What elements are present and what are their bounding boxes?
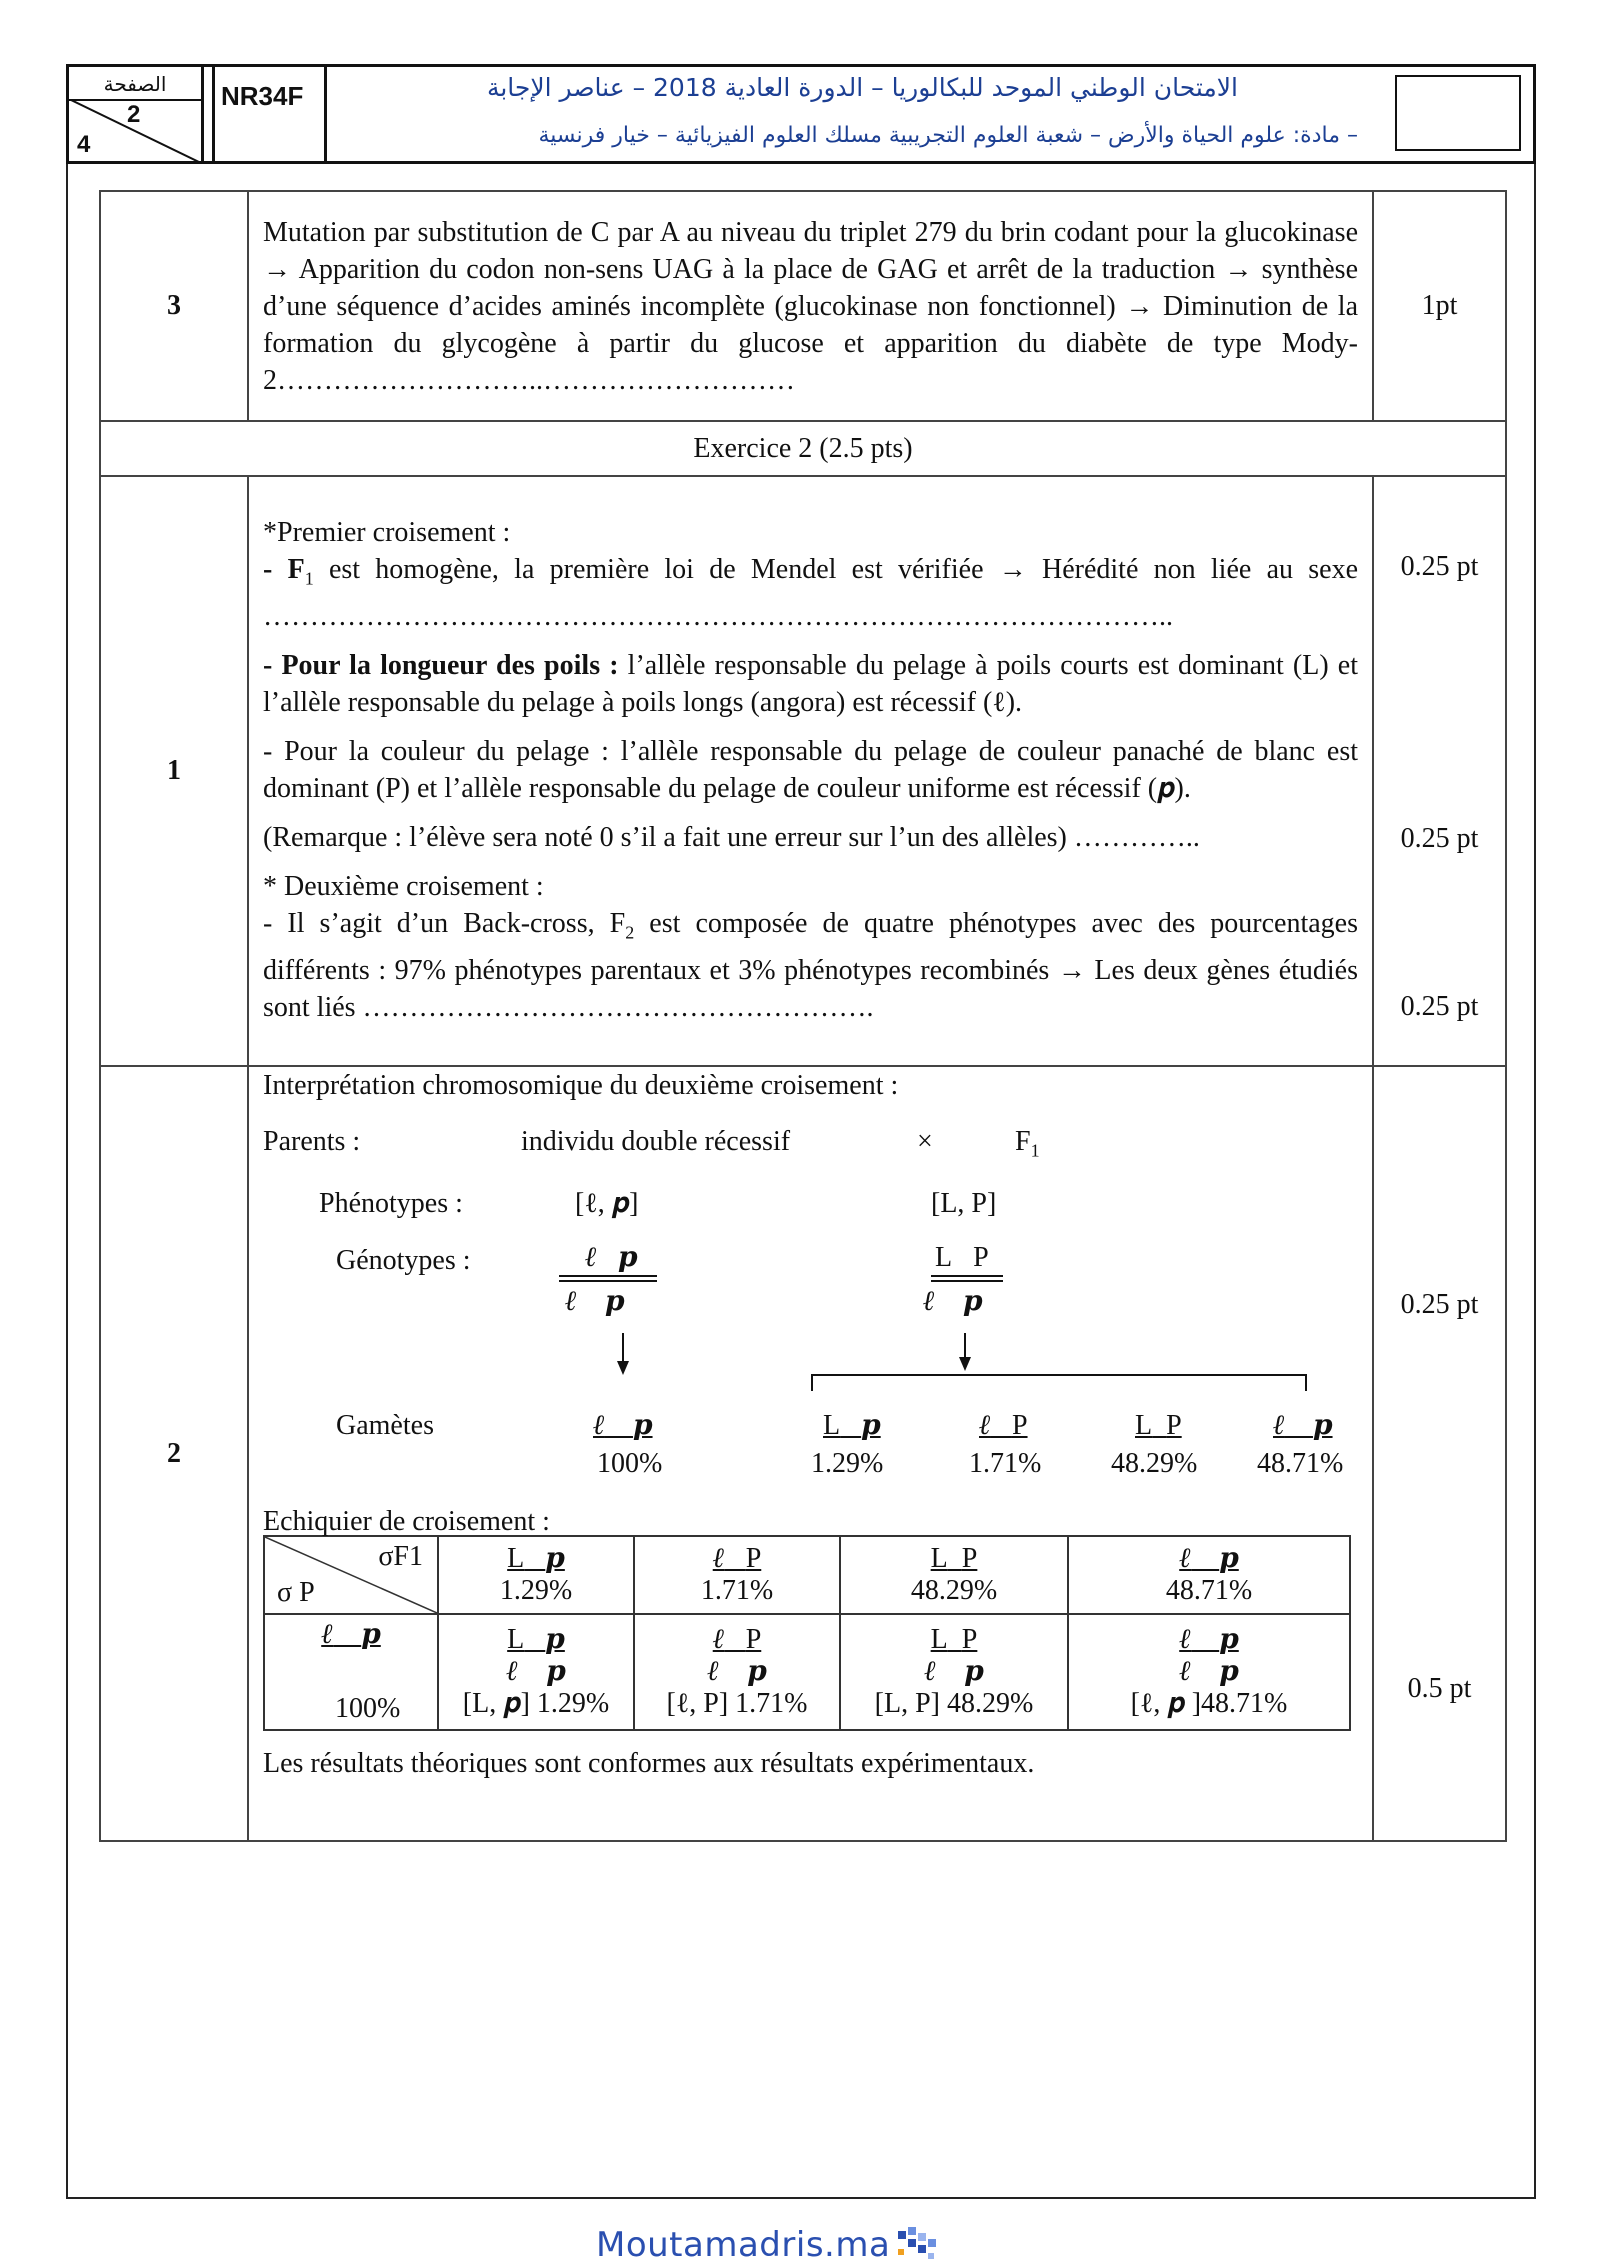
- remark-text: (Remarque : l’élève sera noté 0 s’il a fait une erreur sur l’un des allèles) …………..: [263, 822, 1200, 853]
- points-cell: 1pt: [1373, 191, 1506, 421]
- pixel-cube-icon: [894, 2225, 944, 2262]
- cross1-text: - $F_1$ est homogène, la première loi de Mendel est vérifiée → Hérédité non liée au sexe ……………………………………………………………………………………..: [263, 554, 1358, 632]
- question-number: 3: [100, 191, 248, 421]
- gametes-label: Gamètes: [336, 1410, 434, 1441]
- chess-result: [L, 𝒑] 1.29%: [462, 1688, 610, 1719]
- parent1-label: individu double récessif: [521, 1126, 791, 1157]
- answer-text: [248, 1066, 1373, 1841]
- allele-lp-bottom: ℓ 𝒑: [923, 1286, 983, 1317]
- table-row: [100, 1066, 1506, 1841]
- points-value: 0.25 pt: [1400, 551, 1479, 582]
- exercise-title: Exercice 2 (2.5 pts): [100, 421, 1506, 476]
- parent2-label: $F_1$: [1015, 1126, 1040, 1161]
- answer-text: [248, 476, 1373, 1066]
- table-row: [100, 421, 1506, 476]
- question-number: 1: [100, 476, 248, 1066]
- conclusion-text: Les résultats théoriques sont conformes aux résultats expérimentaux.: [263, 1748, 1035, 1779]
- logo-text: Moutamadris.ma: [596, 2225, 891, 2262]
- points-value: 0.5 pt: [1407, 1673, 1472, 1704]
- arrow-down-icon: [613, 1333, 633, 1379]
- chess-cell: ℓ P ℓ 𝒑 [ℓ, P] 1.71%: [634, 1614, 840, 1730]
- chess-cell: L P ℓ 𝒑 [L, P] 48.29%: [840, 1614, 1068, 1730]
- chess-corner: [264, 1536, 438, 1614]
- points-cell: [1373, 1066, 1506, 1841]
- chess-corner-bottom: σ P: [277, 1577, 315, 1608]
- points-cell: [1373, 476, 1506, 1066]
- table-row: [100, 191, 1506, 421]
- length-allele-text: - Pour la longueur des poils : l’allèle responsable du pelage à poils courts est dominant (L) et l’allèle responsable du pelage à poils longs (angora) est récessif (ℓ).: [263, 650, 1359, 718]
- phenotype-parent2: [L, P]: [931, 1188, 997, 1219]
- chess-result: [L, P] 48.29%: [874, 1688, 1034, 1719]
- exam-header: [66, 64, 1536, 164]
- genotype-parent1: [559, 1239, 669, 1319]
- page-number-box: [69, 67, 204, 161]
- chess-header-gamete: ℓ 𝒑 48.71%: [1068, 1536, 1350, 1614]
- cross2-block: [263, 868, 1358, 1026]
- allele-l-top: ℓ 𝒑: [585, 1242, 638, 1273]
- site-logo: [596, 2225, 944, 2262]
- chess-result: [ℓ, 𝒑 ]48.71%: [1130, 1688, 1288, 1719]
- exam-code: NR34F: [221, 81, 304, 111]
- chess-header-gamete: L P 48.29%: [840, 1536, 1068, 1614]
- genotypes-label: Génotypes :: [336, 1245, 471, 1276]
- chromosome-line: [559, 1275, 657, 1277]
- answer-text: [248, 191, 1373, 421]
- chess-header-gamete: L 𝒑 1.29%: [438, 1536, 634, 1614]
- cross1-block: [263, 514, 1358, 635]
- chromosomal-interpretation: Interprétation chromosomique du deuxième croisement : Parents : individu double récessif × $F_1$ Phénotypes : [ℓ, 𝒑] [L, P] Génotypes : ℓ 𝒑 ℓ 𝒑 L P ℓ 𝒑 Gamètes ℓ 𝒑 100% L 𝒑 1.29% ℓ P 1.71% L P 48.29% ℓ 𝒑 48.71% Echiquier de croisement :: [263, 1067, 1358, 1567]
- points-value: 0.25 pt: [1400, 1289, 1479, 1320]
- answer-table: [99, 190, 1507, 1842]
- chromosome-line: [931, 1275, 1003, 1277]
- table-row: [100, 476, 1506, 1066]
- chessboard-title: Echiquier de croisement :: [263, 1506, 550, 1537]
- allele-l-bottom: ℓ 𝒑: [565, 1286, 625, 1317]
- points-value: 0.25 pt: [1400, 991, 1479, 1022]
- points-value: 0.25 pt: [1400, 823, 1479, 854]
- genotype-parent2: [923, 1239, 1037, 1319]
- chess-row-gamete: ℓ 𝒑 100%: [264, 1614, 438, 1730]
- chess-cell: L 𝒑 ℓ 𝒑 [L, 𝒑] 1.29%: [438, 1614, 634, 1730]
- phenotype-parent1: [ℓ, 𝒑]: [575, 1188, 639, 1219]
- gamete-pct: 48.71%: [1257, 1448, 1344, 1479]
- chess-row-pct: 100%: [335, 1693, 401, 1724]
- color-allele-text: - Pour la couleur du pelage : l’allèle responsable du pelage de couleur panaché de blanc est dominant (P) et l’allèle responsable du pelage de couleur uniforme est récessif (𝒑).: [263, 736, 1358, 804]
- table-row: [264, 1614, 1350, 1730]
- cross-sign: ×: [917, 1126, 933, 1157]
- question-number: 2: [100, 1066, 248, 1841]
- interp-title: Interprétation chromosomique du deuxième croisement :: [263, 1070, 899, 1101]
- page-current: 2: [127, 101, 141, 128]
- chess-result: [ℓ, P] 1.71%: [666, 1688, 808, 1719]
- cross2-text: - Il s’agit d’un Back-cross, $F_2$ est composée de quatre phénotypes avec des pourcentages différents : 97% phénotypes parentaux et 3% phénotypes recombinés → Les deux gènes étudiés sont liés ……………………………………………….: [263, 908, 1358, 1023]
- exam-title-line1: الامتحان الوطني الموحد للبكالوريا – الدورة العادية 2018 – عناصر الإجابة: [486, 73, 1238, 102]
- chess-cell: ℓ 𝒑 ℓ 𝒑 [ℓ, 𝒑 ]48.71%: [1068, 1614, 1350, 1730]
- chromosome-line: [931, 1280, 1003, 1282]
- allele-lp-top: L P: [935, 1242, 989, 1273]
- gamete-pct: 48.29%: [1111, 1448, 1198, 1479]
- page-total: 4: [77, 131, 91, 158]
- gamete-pct: 1.71%: [969, 1448, 1042, 1479]
- exam-title-line2: – مادة: علوم الحياة والأرض – شعبة العلوم التجريبية مسلك العلوم الفيزيائية – خيار فرنسية: [538, 123, 1358, 148]
- gamete-split-arrows-icon: [811, 1333, 1311, 1403]
- gamete-pct: 1.29%: [811, 1448, 884, 1479]
- cross2-title: * Deuxième croisement :: [263, 871, 544, 902]
- page-label: الصفحة: [69, 71, 201, 101]
- chromosome-line: [559, 1280, 657, 1282]
- parents-label: Parents :: [263, 1126, 361, 1157]
- exam-code-box: [212, 67, 327, 161]
- grade-box: [1395, 75, 1521, 151]
- chess-header-gamete: ℓ P 1.71%: [634, 1536, 840, 1614]
- cross1-title: *Premier croisement :: [263, 517, 511, 549]
- answer-q3-text: Mutation par substitution de C par A au niveau du triplet 279 du brin codant pour la glucokinase → Apparition du codon non-sens UAG à la place de GAG et arrêt de la traduction → synthèse d’une séquence d’acides aminés incomplète (glucokinase non fonctionnel) → Diminution de la formation du glycogène à partir du glucose et apparition du diabète de type Mody-2………………………..………………………: [263, 216, 1358, 396]
- chess-corner-top: σF1: [378, 1541, 423, 1572]
- gamete-pct: 100%: [597, 1448, 663, 1479]
- phenotypes-label: Phénotypes :: [319, 1188, 463, 1219]
- exam-title-box: [327, 67, 1533, 161]
